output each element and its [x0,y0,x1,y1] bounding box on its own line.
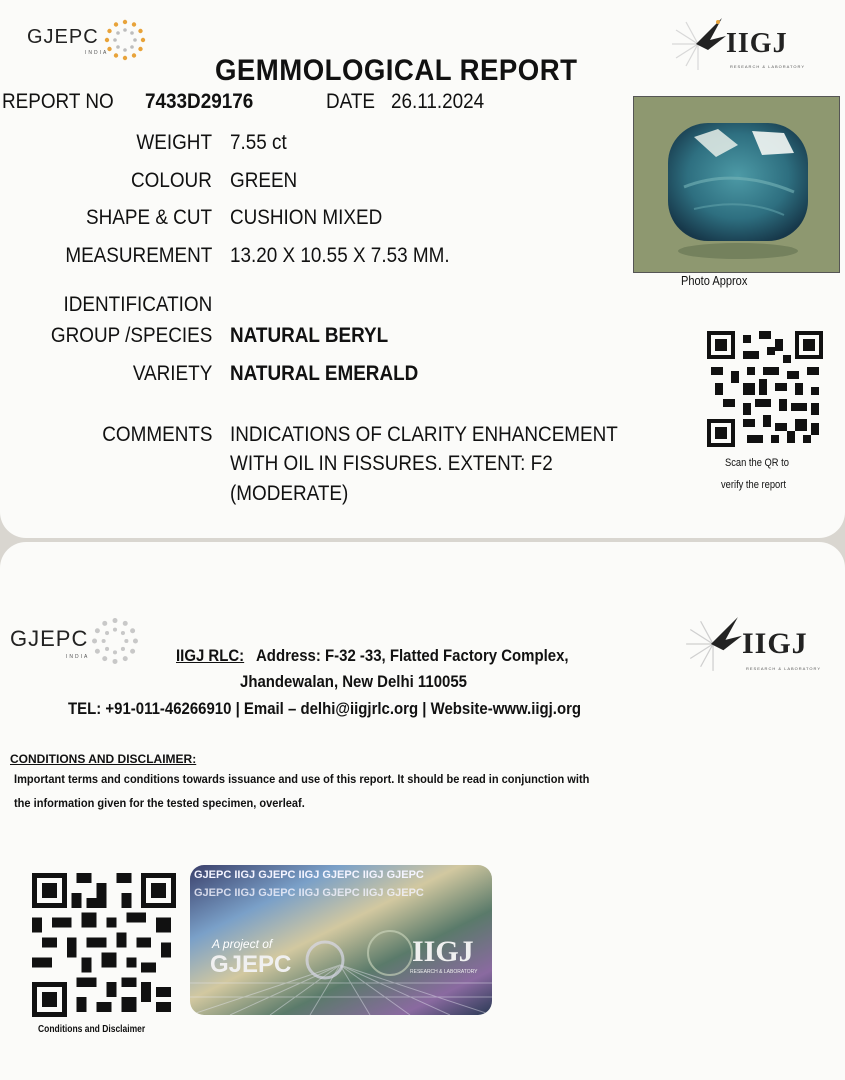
conditions-qr-caption: Conditions and Disclaimer [38,1024,146,1035]
date-value: 26.11.2024 [391,90,485,113]
iigj-logo [668,16,806,72]
iigj-logo-back [682,614,822,674]
conditions-line-1: Important terms and conditions towards issuance and use of this report. It should be read in conjunction with [14,772,590,786]
report-title: GEMMOLOGICAL REPORT [215,54,578,87]
group-species-value: NATURAL BERYL [230,324,389,347]
iigj-logo-back-text: IIGJ [742,627,808,660]
address-line-1: Address: F-32 -33, Flatted Factory Complex, [256,646,569,665]
variety-label: VARIETY [132,362,212,385]
comments-line-1: INDICATIONS OF CLARITY ENHANCEMENT [230,423,618,446]
report-no-value: 7433D29176 [145,90,254,113]
report-front-card [0,0,845,538]
iigj-star-icon [668,16,726,72]
gjepc-logo-sub: INDIA [85,50,109,56]
colour-label: COLOUR [131,169,212,192]
hologram-banner-text-2: GJEPC IIGJ GJEPC IIGJ GJEPC IIGJ GJEPC [194,887,424,899]
report-no-label: REPORT NO [2,90,114,113]
comments-line-3: (MODERATE) [230,482,349,505]
iigj-logo-back-sub: RESEARCH & LABORATORY [746,666,822,671]
qr-caption-line-1: Scan the QR to [725,457,789,469]
contact-line: TEL: +91-011-46266910 | Email – delhi@iigjrlc.org | Website-www.iigj.org [68,699,582,718]
sunburst-icon [103,18,147,62]
weight-value: 7.55 ct [230,131,287,154]
conditions-line-2: the information given for the tested specimen, overleaf. [14,796,305,810]
variety-value: NATURAL EMERALD [230,362,419,385]
iigj-star-back-icon [682,614,742,674]
photo-caption: Photo Approx [681,273,748,288]
hologram-project-text: A project of [212,937,273,951]
iigj-logo-sub: RESEARCH & LABORATORY [730,64,806,69]
gjepc-logo [27,26,147,62]
verify-qr-code[interactable] [707,331,823,447]
hologram-banner-text: GJEPC IIGJ GJEPC IIGJ GJEPC IIGJ GJEPC [194,869,424,881]
weight-label: WEIGHT [136,131,212,154]
gjepc-logo-back-text: GJEPC [10,626,89,651]
comments-label: COMMENTS [101,423,212,446]
measurement-label: MEASUREMENT [64,244,212,267]
hologram-gjepc-text: GJEPC [210,951,292,978]
emerald-gem-icon [634,97,839,272]
gem-photo [633,96,840,273]
shape-cut-label: SHAPE & CUT [85,206,212,229]
address-line-2: Jhandewalan, New Delhi 110055 [240,672,468,691]
measurement-value: 13.20 X 10.55 X 7.53 MM. [230,244,450,267]
group-species-label: GROUP /SPECIES [50,324,212,347]
gjepc-logo-back-sub: INDIA [66,654,90,660]
conditions-qr-code[interactable] [32,873,176,1017]
sunburst-back-icon [90,616,140,666]
qr-caption-line-2: verify the report [721,479,786,491]
colour-value: GREEN [230,169,298,192]
gjepc-logo-back [10,626,140,666]
security-hologram [190,865,492,1015]
hologram-iigj-text: IIGJ [412,935,474,968]
hologram-iigj-sub: RESEARCH & LABORATORY [410,969,478,975]
identification-label: IDENTIFICATION [63,293,212,316]
address-label: IIGJ RLC: [176,646,245,665]
gjepc-logo-text: GJEPC [27,26,99,48]
conditions-title: CONDITIONS AND DISCLAIMER: [10,752,197,766]
comments-line-2: WITH OIL IN FISSURES. EXTENT: F2 [230,452,553,475]
shape-cut-value: CUSHION MIXED [230,206,383,229]
iigj-logo-text: IIGJ [726,28,788,59]
date-label: DATE [326,90,376,113]
